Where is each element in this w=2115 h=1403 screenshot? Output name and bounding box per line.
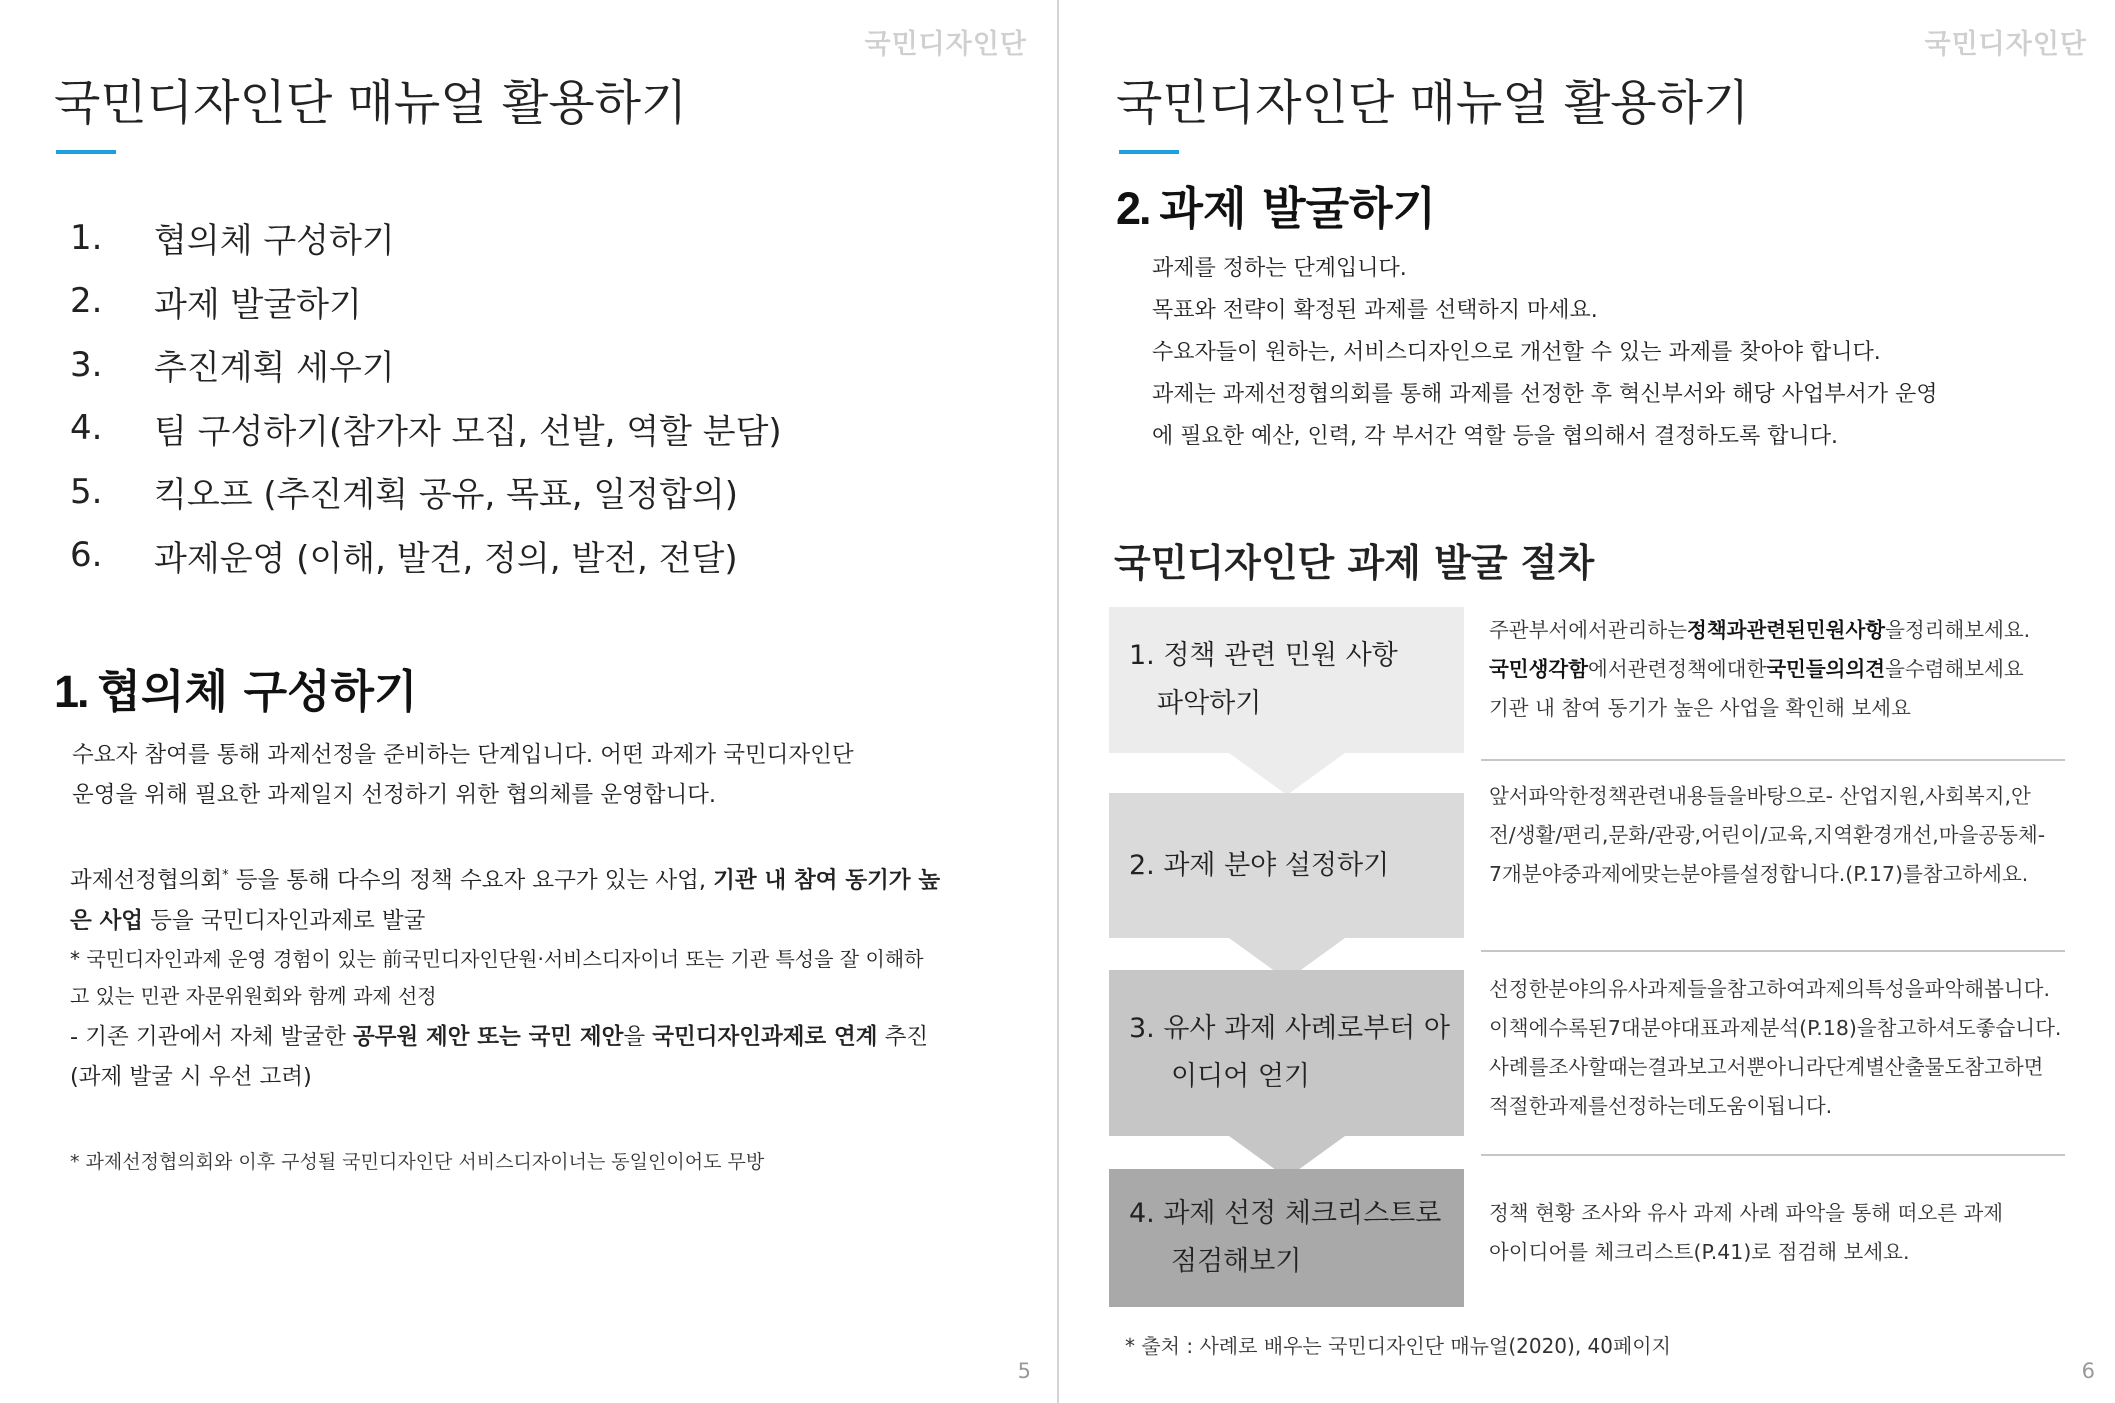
toc-number: 4. (70, 408, 103, 449)
section-title (54, 655, 418, 720)
separator-line (1481, 950, 2065, 952)
step-label: 2. 과제 분야 설정하기 (1129, 849, 1390, 881)
toc-item (70, 333, 782, 397)
process-title: 국민디자인단 과제 발굴 절차 (1114, 541, 1595, 585)
text-run: 을정리해보세요. (1885, 618, 2031, 642)
text-run: 에서관련정책에대한 (1588, 657, 1767, 681)
table-of-contents (70, 206, 782, 587)
text-run: 등을 국민디자인과제로 발굴 (143, 907, 426, 934)
separator-line (1481, 759, 2065, 761)
advisory-note (70, 941, 923, 1015)
step-label: 점검해보기 (1171, 1246, 1302, 1277)
process-step-1 (1109, 607, 1464, 753)
separator-line (1481, 1154, 2065, 1156)
process-step-4 (1109, 1169, 1464, 1307)
text-run: 기관 내 참여 동기가 높은 사업을 확인해 보세요 (1489, 696, 1911, 720)
text-run: 등을 통해 다수의 정책 수요자 요구가 있는 사업, (228, 867, 714, 894)
process-diagram (1109, 607, 2092, 1307)
text-run: 추진 (877, 1024, 929, 1050)
note-line: 고 있는 민관 자문위원회와 함께 과제 선정 (70, 984, 437, 1008)
page-title: 국민디자인단 매뉴얼 활용하기 (1116, 75, 1750, 131)
section-title-text: 협의체 구성하기 (97, 665, 418, 718)
bold-text: 국민생각함 (1489, 657, 1589, 681)
step-label: 이디어 얻기 (1171, 1061, 1310, 1092)
note-line: * 국민디자인과제 운영 경험이 있는 前국민디자인단원·서비스디자이너 또는 기관 특성을 잘 이해하 (70, 947, 924, 971)
toc-text: 협의체 구성하기 (154, 221, 395, 262)
section-intro (1152, 248, 1938, 458)
step-label: 4. 과제 선정 체크리스트로 (1129, 1198, 1442, 1229)
toc-text: 킥오프 (추진계획 공유, 목표, 일정합의) (154, 475, 739, 516)
intro-line: 과제를 정하는 단계입니다. (1152, 256, 1407, 281)
toc-text: 과제운영 (이해, 발견, 정의, 발전, 전달) (154, 538, 738, 579)
section-intro (72, 735, 854, 815)
toc-number: 3. (70, 344, 103, 385)
toc-item (70, 206, 782, 270)
text-run: 앞서파악한정책관련내용들을바탕으로- 산업지원,사회복지,안 (1489, 784, 2031, 808)
bold-text: 국민들의의견 (1766, 657, 1886, 681)
step-description (1489, 1194, 2069, 1272)
page-number: 5 (1017, 1359, 1031, 1383)
text-run: 을수렴해보세요 (1885, 657, 2024, 681)
toc-item (70, 460, 782, 524)
toc-item (70, 397, 782, 461)
source-note: * 출처 : 사례로 배우는 국민디자인단 매뉴얼(2020), 40페이지 (1125, 1334, 1671, 1358)
bold-text: 공무원 제안 또는 국민 제안 (352, 1024, 624, 1050)
text-run: - 기존 기관에서 자체 발굴한 (70, 1024, 353, 1050)
step-description (1489, 970, 2069, 1126)
toc-number: 5. (70, 471, 103, 512)
brand-logo: 국민디자인단 (864, 29, 1027, 60)
footnote: * 과제선정협의회와 이후 구성될 국민디자인단 서비스디자이너는 동일인이어도 무방 (70, 1151, 765, 1173)
step-description (1489, 611, 2069, 728)
text-run: (과제 발굴 시 우선 고려) (70, 1064, 312, 1090)
text-run: 아이디어를 체크리스트(P.41)로 점검해 보세요. (1489, 1240, 1910, 1264)
intro-line: 과제는 과제선정협의회를 통해 과제를 선정한 후 혁신부서와 해당 사업부서가 운영 (1152, 382, 1938, 407)
intro-line: 수요자들이 원하는, 서비스디자인으로 개선할 수 있는 과제를 찾아야 합니다. (1152, 340, 1881, 365)
toc-number: 6. (70, 535, 103, 576)
linkage-paragraph (70, 1017, 928, 1097)
down-arrow-icon (1229, 753, 1345, 795)
intro-line: 수요자 참여를 통해 과제선정을 준비하는 단계입니다. 어떤 과제가 국민디자인단 (72, 742, 854, 768)
text-run: 선정한분야의유사과제들을참고하여과제의특성을파악해봅니다. (1489, 977, 2050, 1001)
left-page (0, 0, 1057, 1403)
process-step-2 (1109, 793, 1464, 938)
intro-line: 운영을 위해 필요한 과제일지 선정하기 위한 협의체를 운영합니다. (72, 782, 717, 808)
text-run: 정책 현황 조사와 유사 과제 사례 파악을 통해 떠오른 과제 (1489, 1201, 2004, 1225)
toc-text: 팀 구성하기(참가자 모집, 선발, 역할 분담) (154, 411, 782, 452)
title-accent-bar (1119, 150, 1179, 154)
text-run: 적절한과제를선정하는데도움이됩니다. (1489, 1094, 1833, 1118)
brand-logo: 국민디자인단 (1924, 29, 2087, 60)
toc-number: 2. (70, 281, 103, 322)
text-run: 과제선정협의회 (70, 867, 223, 894)
section-number: 1. (54, 666, 88, 717)
toc-item (70, 270, 782, 334)
step-label: 1. 정책 관련 민원 사항 (1129, 640, 1398, 671)
text-run: 주관부서에서관리하는 (1489, 618, 1688, 642)
text-run: 7개분야중과제에맞는분야를설정합니다.(P.17)를참고하세요. (1489, 862, 2029, 886)
step-label: 파악하기 (1157, 688, 1262, 719)
step-label: 3. 유사 과제 사례로부터 아 (1129, 1013, 1450, 1044)
text-run: 이책에수록된7대분야대표과제분석(P.18)을참고하셔도좋습니다. (1489, 1016, 2062, 1040)
title-accent-bar (56, 150, 116, 154)
toc-item (70, 524, 782, 588)
page-number: 6 (2081, 1359, 2095, 1383)
bold-text: 국민디자인과제로 연계 (652, 1024, 878, 1050)
text-run: 전/생활/편리,문화/관광,어린이/교육,지역환경개선,마을공동체- (1489, 823, 2046, 847)
process-step-3 (1109, 970, 1464, 1136)
page-title: 국민디자인단 매뉴얼 활용하기 (54, 75, 688, 131)
discovery-paragraph (70, 856, 990, 941)
footnote-mark: * (222, 868, 229, 883)
bold-text: 기관 내 참여 동기가 높 (713, 867, 941, 894)
section-number: 2. (1116, 183, 1150, 234)
toc-number: 1. (70, 217, 103, 258)
section-title-text: 과제 발굴하기 (1159, 182, 1437, 235)
bold-text: 정책과관련된민원사항 (1687, 618, 1886, 642)
toc-text: 과제 발굴하기 (154, 284, 362, 325)
text-run: 사례를조사할때는결과보고서뿐아니라단계별산출물도참고하면 (1489, 1055, 2044, 1079)
text-run: 을 (623, 1024, 653, 1050)
section-title (1116, 172, 1436, 237)
step-description (1489, 777, 2069, 894)
right-page (1059, 0, 2115, 1403)
intro-line: 목표와 전략이 확정된 과제를 선택하지 마세요. (1152, 298, 1598, 323)
intro-line: 에 필요한 예산, 인력, 각 부서간 역할 등을 협의해서 결정하도록 합니다. (1152, 424, 1838, 449)
bold-text: 은 사업 (70, 907, 144, 934)
toc-text: 추진계획 세우기 (154, 348, 395, 389)
